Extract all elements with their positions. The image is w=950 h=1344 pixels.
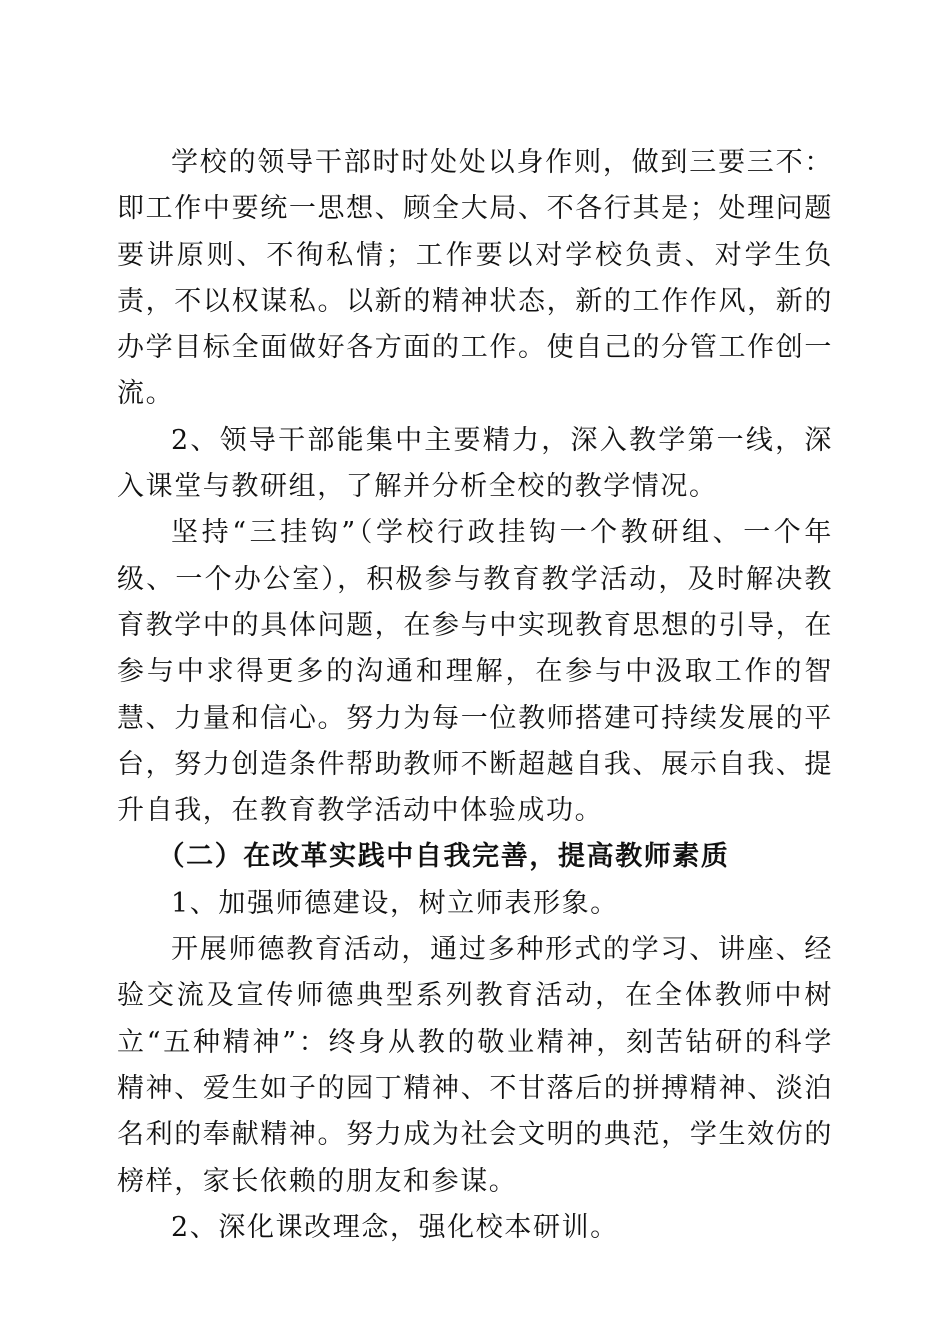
paragraph-three-links: 坚持“三挂钩”（学校行政挂钩一个教研组、一个年级、一个办公室），积极参与教育教学活动，及时解决教育教学中的具体问题，在参与中实现教育思想的引导，在参与中求得更多的沟通和理解，在参与中汲取工作的智慧、力量和信心。努力为每一位教师搭建可持续发展的平台，努力创造条件帮助教师不断超越自我、展示自我、提升自我，在教育教学活动中体验成功。 [117,517,833,827]
paragraph-ethics-activities: 开展师德教育活动，通过多种形式的学习、讲座、经验交流及宣传师德典型系列教育活动，在全体教师中树立“五种精神”：终身从教的敬业精神，刻苦钻研的科学精神、爱生如子的园丁精神、不甘落后的拼搏精神、淡泊名利的奉献精神。努力成为社会文明的典范，学生效仿的榜样，家长依赖的朋友和参谋。 [117,934,833,1197]
paragraph-item-1-ethics: 1、加强师德建设，树立师表形象。 [171,887,619,919]
paragraph-item-2-frontline: 2、领导干部能集中主要精力，深入教学第一线，深入课堂与教研组，了解并分析全校的教学情况。 [117,424,833,503]
document-body [117,140,833,1251]
paragraph-leadership-example: 学校的领导干部时时处处以身作则，做到三要三不：即工作中要统一思想、顾全大局、不各行其是；处理问题要讲原则、不徇私情；工作要以对学校负责、对学生负责，不以权谋私。以新的精神状态，新的工作作风，新的办学目标全面做好各方面的工作。使自己的分管工作创一流。 [117,147,833,410]
section-heading-2: （二）在改革实践中自我完善，提高教师素质 [157,841,730,873]
paragraph-item-2-curriculum: 2、深化课改理念，强化校本研训。 [171,1211,619,1243]
